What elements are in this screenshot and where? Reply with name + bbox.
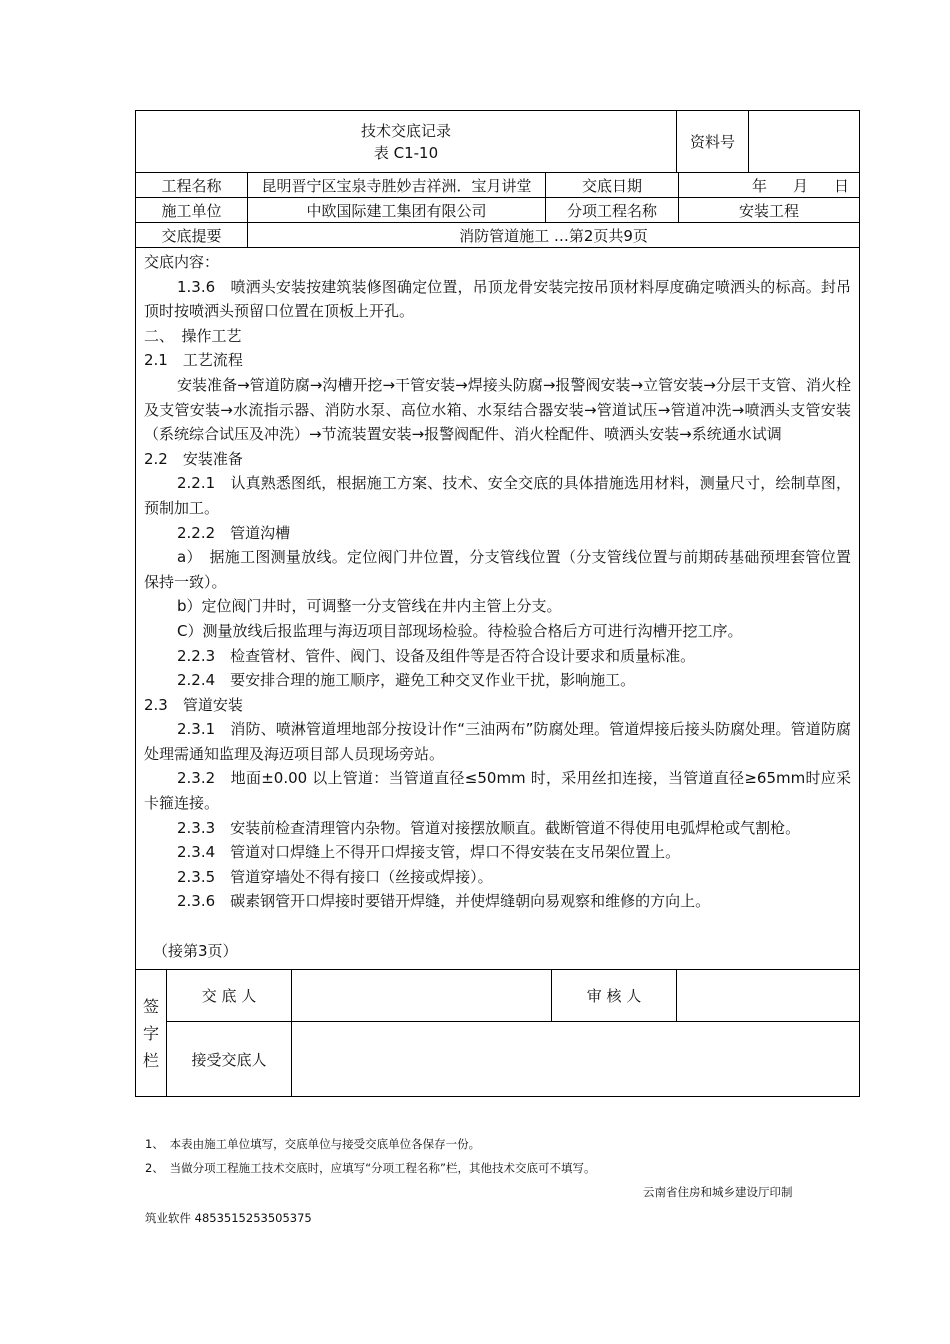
form-title-cell: [136, 111, 677, 172]
reviewer-signature-field[interactable]: [677, 970, 859, 1021]
content-paragraph: 2.3.3 安装前检查清理管内杂物。管道对接摆放顺直。截断管道不得使用电弧焊枪或气割枪。: [177, 818, 801, 837]
content-paragraph: 2.2.4 要安排合理的施工顺序，避免工种交叉作业干扰，影响施工。: [177, 671, 636, 690]
content-paragraph: 安装准备→管道防腐→沟槽开挖→干管安装→焊接头防腐→报警阀安装→立管安装→分层干支管、消火栓及支管安装→水流指示器、消防水泵、高位水箱、水泵结合器安装→管道试压→管道冲洗→喷洒头支管安装（系统综合试压及冲洗）→节流装置安装→报警阀配件、消火栓配件、喷洒头安装→系统通水试调: [144, 375, 851, 444]
footer-note: 2、 当做分项工程施工技术交底时，应填写“分项工程名称”栏，其他技术交底可不填写。: [145, 1161, 596, 1175]
section-heading: 2.1 工艺流程: [144, 351, 243, 370]
date-label: 交底日期: [546, 173, 679, 197]
footer-notes: [145, 1132, 595, 1180]
signature-label-char: 签: [142, 996, 159, 1016]
disclosure-content: [136, 248, 859, 970]
content-paragraph: 2.3.6 碳素钢管开口焊接时要错开焊缝，并使焊缝朝向易观察和维修的方向上。: [177, 892, 711, 911]
printer-credit: 云南省住房和城乡建设厅印制: [643, 1185, 793, 1199]
section-heading: 2.2 安装准备: [144, 449, 243, 468]
content-paragraph: 1.3.6 喷洒头安装按建筑装修图确定位置，吊顶龙骨安装完按吊顶材料厚度确定喷洒头的标高。封吊顶时按喷洒头预留口位置在顶板上开孔。: [144, 277, 851, 321]
subitem-label: 分项工程名称: [546, 198, 679, 222]
summary-row: [136, 223, 859, 248]
summary-label: 交底提要: [136, 223, 248, 247]
technical-disclosure-form: [135, 110, 860, 1097]
subitem-value: 安装工程: [738, 201, 799, 220]
content-paragraph: 2.3.1 消防、喷淋管道埋地部分按设计作“三油两布”防腐处理。管道焊接后接头防腐处理。管道防腐处理需通知监理及海迈项目部人员现场旁站。: [144, 720, 851, 763]
receiver-signature-field[interactable]: [292, 1022, 859, 1096]
date-year: 年: [751, 176, 767, 195]
blank-line: [144, 914, 851, 939]
content-paragraph: a） 据施工图测量放线。定位阀门井位置，分支管线位置（分支管线位置与前期砖基础预埋套管位置保持一致）。: [144, 548, 851, 591]
content-heading: 交底内容：: [144, 253, 220, 271]
signature-row-bottom: [167, 1022, 859, 1096]
contractor-row: [136, 198, 859, 223]
project-row: [136, 173, 859, 198]
project-name-value: 昆明晋宁区宝泉寺胜妙吉祥洲．宝月讲堂: [248, 173, 546, 197]
presenter-label: 交 底 人: [167, 970, 292, 1021]
form-number: 表 C1-10: [373, 143, 439, 162]
content-paragraph: 2.3.4 管道对口焊缝上不得开口焊接支管，焊口不得安装在支吊架位置上。: [177, 843, 681, 862]
form-title-row: [136, 111, 859, 173]
signature-section: [136, 970, 859, 1096]
content-paragraph: b）定位阀门井时，可调整一分支管线在井内主管上分支。: [177, 597, 562, 616]
footer-note: 1、 本表由施工单位填写，交底单位与接受交底单位各保存一份。: [145, 1137, 481, 1151]
reviewer-label: 审 核 人: [552, 970, 677, 1021]
content-paragraph: 2.3.5 管道穿墙处不得有接口（丝接或焊接）。: [177, 867, 493, 886]
summary-value: 消防管道施工 …第2页共9页: [459, 226, 648, 245]
date-month: 月: [792, 176, 808, 195]
contractor-value: 中欧国际建工集团有限公司: [248, 198, 546, 222]
project-name-label: 工程名称: [136, 173, 248, 197]
signature-row-top: [167, 970, 859, 1022]
contractor-label: 施工单位: [136, 198, 248, 222]
presenter-signature-field[interactable]: [292, 970, 552, 1021]
content-paragraph: 2.2.2 管道沟槽: [177, 523, 291, 542]
continued-note: （接第3页）: [153, 941, 238, 960]
content-paragraph: 2.2.1 认真熟悉图纸，根据施工方案、技术、安全交底的具体措施选用材料，测量尺寸，绘制草图，预制加工。: [144, 474, 851, 517]
signature-label: [136, 970, 167, 1096]
signature-label-char: 字: [142, 1023, 159, 1043]
section-heading: 二、 操作工艺: [144, 326, 242, 345]
content-paragraph: 2.3.2 地面±0.00 以上管道：当管道直径≤50mm 时，采用丝扣连接，当管道直径≥65mm时应采卡箍连接。: [144, 769, 851, 813]
date-field[interactable]: [679, 173, 859, 197]
software-credit: 筑业软件 4853515253505375: [145, 1211, 312, 1225]
signature-body: [167, 970, 859, 1096]
content-paragraph: 2.2.3 检查管材、管件、阀门、设备及组件等是否符合设计要求和质量标准。: [177, 646, 696, 665]
doc-no-label: 资料号: [677, 111, 749, 172]
section-heading: 2.3 管道安装: [144, 695, 243, 714]
form-title: 技术交底记录: [360, 121, 451, 140]
doc-no-field[interactable]: [749, 111, 859, 172]
receiver-label: 接受交底人: [167, 1022, 292, 1096]
signature-label-char: 栏: [142, 1050, 159, 1070]
date-day: 日: [833, 176, 849, 195]
content-paragraph: C）测量放线后报监理与海迈项目部现场检验。待检验合格后方可进行沟槽开挖工序。: [177, 621, 743, 640]
